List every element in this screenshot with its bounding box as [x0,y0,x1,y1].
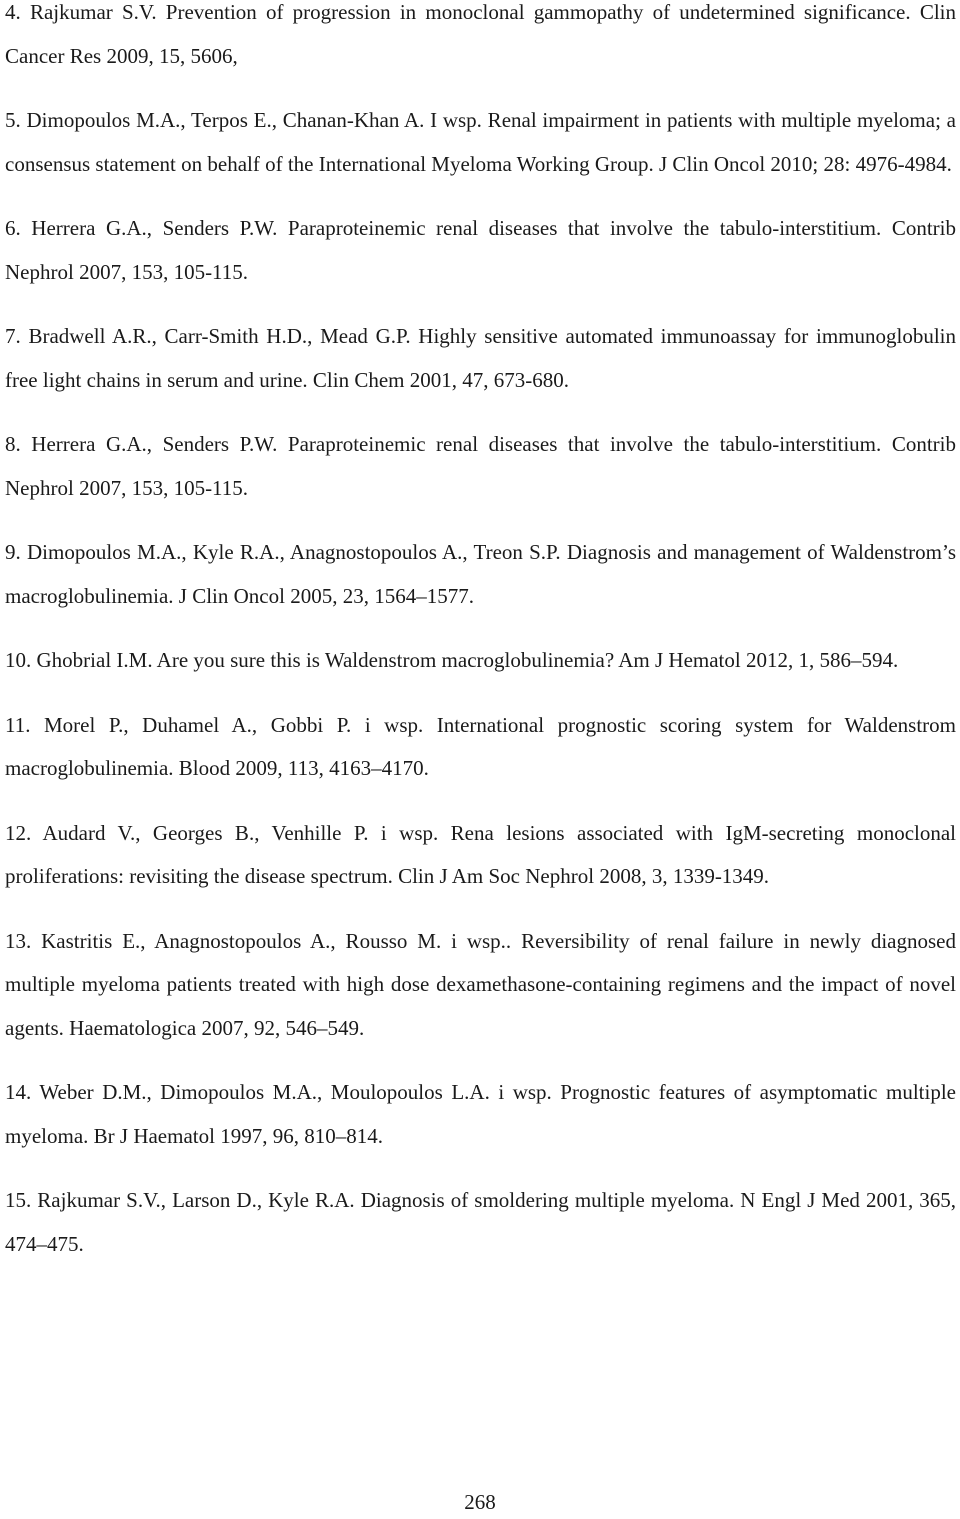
reference-item: 8. Herrera G.A., Senders P.W. Paraproteinemic renal diseases that involve the tabulo-interstitium. Contrib Nephrol 2007, 153, 105-115. [5,432,956,500]
reference-item: 14. Weber D.M., Dimopoulos M.A., Moulopoulos L.A. i wsp. Prognostic features of asymptomatic multiple myeloma. Br J Haematol 1997, 96, 810–814. [5,1080,956,1148]
reference-item: 10. Ghobrial I.M. Are you sure this is Waldenstrom macroglobulinemia? Am J Hematol 2012, 1, 586–594. [5,648,899,672]
reference-item: 11. Morel P., Duhamel A., Gobbi P. i wsp. International prognostic scoring system for Waldenstrom macroglobulinemia. Blood 2009, 113, 4163–4170. [5,712,956,780]
page-number: 268 [464,1490,496,1514]
reference-item: 12. Audard V., Georges B., Venhille P. i wsp. Rena lesions associated with IgM-secreting monoclonal proliferations: revisiting the disease spectrum. Clin J Am Soc Nephrol 2008, 3, 1339-1349. [5,820,956,888]
reference-item: 6. Herrera G.A., Senders P.W. Paraproteinemic renal diseases that involve the tabulo-interstitium. Contrib Nephrol 2007, 153, 105-115. [5,216,956,284]
reference-item: 9. Dimopoulos M.A., Kyle R.A., Anagnostopoulos A., Treon S.P. Diagnosis and management of Waldenstrom’s macroglobulinemia. J Clin Oncol 2005, 23, 1564–1577. [5,540,956,608]
reference-item: 4. Rajkumar S.V. Prevention of progression in monoclonal gammopathy of undetermined significance. Clin Cancer Res 2009, 15, 5606, [5,0,956,68]
reference-item: 15. Rajkumar S.V., Larson D., Kyle R.A. Diagnosis of smoldering multiple myeloma. N Engl J Med 2001, 365, 474–475. [5,1188,956,1256]
reference-item: 5. Dimopoulos M.A., Terpos E., Chanan-Khan A. I wsp. Renal impairment in patients with multiple myeloma; a consensus statement on behalf of the International Myeloma Working Group. J Clin Oncol 2010; 28: 4976-4984. [5,108,956,176]
reference-item: 13. Kastritis E., Anagnostopoulos A., Rousso M. i wsp.. Reversibility of renal failure in newly diagnosed multiple myeloma patients treated with high dose dexamethasone-containing regimens and the impact of novel agents. Haematologica 2007, 92, 546–549. [5,928,956,1040]
reference-list [5,0,956,1266]
reference-item: 7. Bradwell A.R., Carr-Smith H.D., Mead G.P. Highly sensitive automated immunoassay for immunoglobulin free light chains in serum and urine. Clin Chem 2001, 47, 673-680. [5,324,956,392]
